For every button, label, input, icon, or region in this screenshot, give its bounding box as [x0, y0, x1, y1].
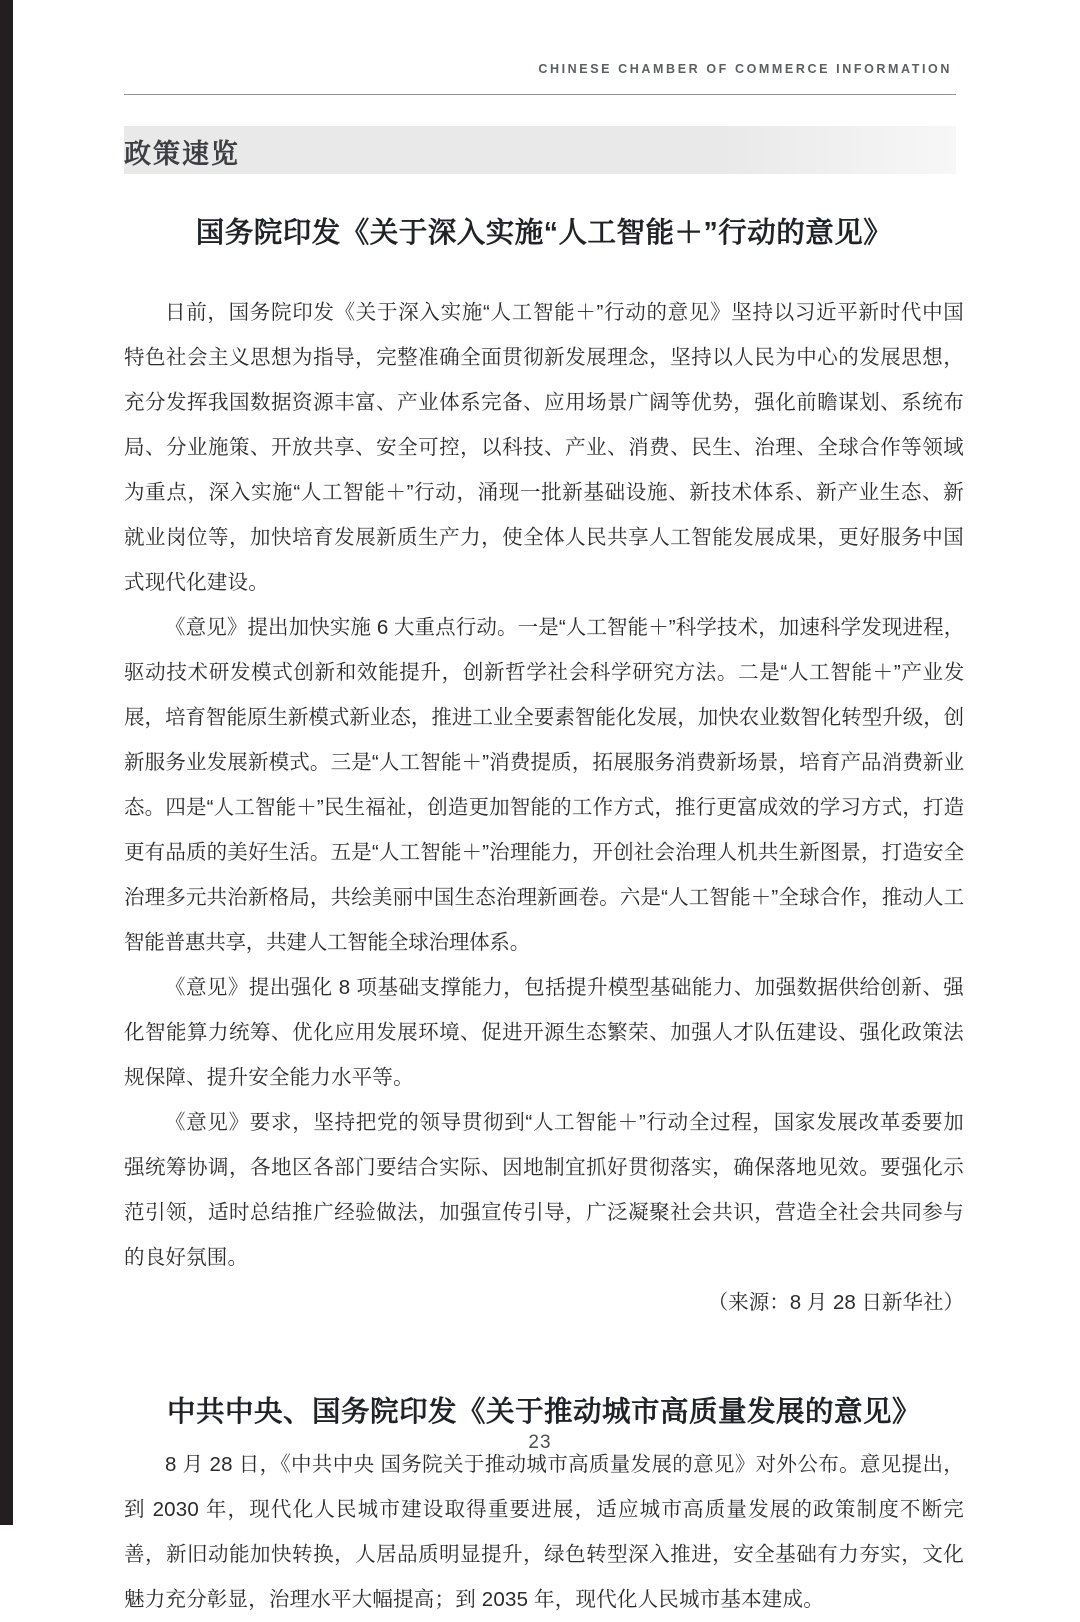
- paragraph: 《意见》提出强化 8 项基础支撑能力，包括提升模型基础能力、加强数据供给创新、强化智能算力统筹、优化应用发展环境、促进开源生态繁荣、加强人才队伍建设、强化政策法规保障、提升安全能力水平等。: [124, 976, 964, 1090]
- paragraph: 日前，国务院印发《关于深入实施“人工智能＋”行动的意见》坚持以习近平新时代中国特色社会主义思想为指导，完整准确全面贯彻新发展理念，坚持以人民为中心的发展思想，充分发挥我国数据资源丰富、产业体系完备、应用场景广阔等优势，强化前瞻谋划、系统布局、分业施策、开放共享、安全可控，以科技、产业、消费、民生、治理、全球合作等领域为重点，深入实施“人工智能＋”行动，涌现一批新基础设施、新技术体系、新产业生态、新就业岗位等，加快培育发展新质生产力，使全体人民共享人工智能发展成果，更好服务中国式现代化建设。: [124, 301, 964, 595]
- running-header-text: CHINESE CHAMBER OF COMMERCE INFORMATION: [538, 62, 952, 76]
- content-column: [124, 200, 964, 1622]
- running-header: [0, 52, 1080, 90]
- paragraph: 《意见》提出加快实施 6 大重点行动。一是“人工智能＋”科学技术，加速科学发现进程，驱动技术研发模式创新和效能提升，创新哲学社会科学研究方法。二是“人工智能＋”产业发展，培育智能原生新模式新业态，推进工业全要素智能化发展，加快农业数智化转型升级，创新服务业发展新模式。三是“人工智能＋”消费提质，拓展服务消费新场景，培育产品消费新业态。四是“人工智能＋”民生福祉，创造更加智能的工作方式，推行更富成效的学习方式，打造更有品质的美好生活。五是“人工智能＋”治理能力，开创社会治理人机共生新图景，打造安全治理多元共治新格局，共绘美丽中国生态治理新画卷。六是“人工智能＋”全球合作，推动人工智能普惠共享，共建人工智能全球治理体系。: [124, 616, 964, 955]
- article-1-title: 国务院印发《关于深入实施“人工智能＋”行动的意见》: [195, 217, 893, 249]
- article-1: [124, 200, 964, 252]
- page-left-margin-bar: [0, 0, 13, 1525]
- spacer: [124, 1325, 964, 1387]
- article-2-body: [124, 1442, 964, 1622]
- article-2-title: 中共中央、国务院印发《关于推动城市高质量发展的意见》: [166, 1396, 921, 1429]
- paragraph: 《意见》要求，坚持把党的领导贯彻到“人工智能＋”行动全过程，国家发展改革委要加强统筹协调，各地区各部门要结合实际、因地制宜抓好贯彻落实，确保落地见效。要强化示范引领，适时总结推广经验做法，加强宣传引导，广泛凝聚社会共识，营造全社会共同参与的良好氛围。: [124, 1111, 964, 1270]
- page-number: 23: [528, 1432, 552, 1453]
- paragraph: 8 月 28 日，《中共中央 国务院关于推动城市高质量发展的意见》对外公布。意见提出，到 2030 年，现代化人民城市建设取得重要进展，适应城市高质量发展的政策制度不断完善，新旧动能加快转换，人居品质明显提升，绿色转型深入推进，安全基础有力夯实，文化魅力充分彰显，治理水平大幅提高；到 2035 年，现代化人民城市基本建成。: [124, 1452, 964, 1611]
- section-title-band: [124, 126, 956, 174]
- header-divider-rule: [124, 94, 956, 95]
- section-title: 政策速览: [124, 139, 240, 169]
- article-1-body: [124, 290, 964, 1325]
- spacer: [124, 252, 964, 290]
- article-1-source: （来源：8 月 28 日新华社）: [707, 1291, 964, 1315]
